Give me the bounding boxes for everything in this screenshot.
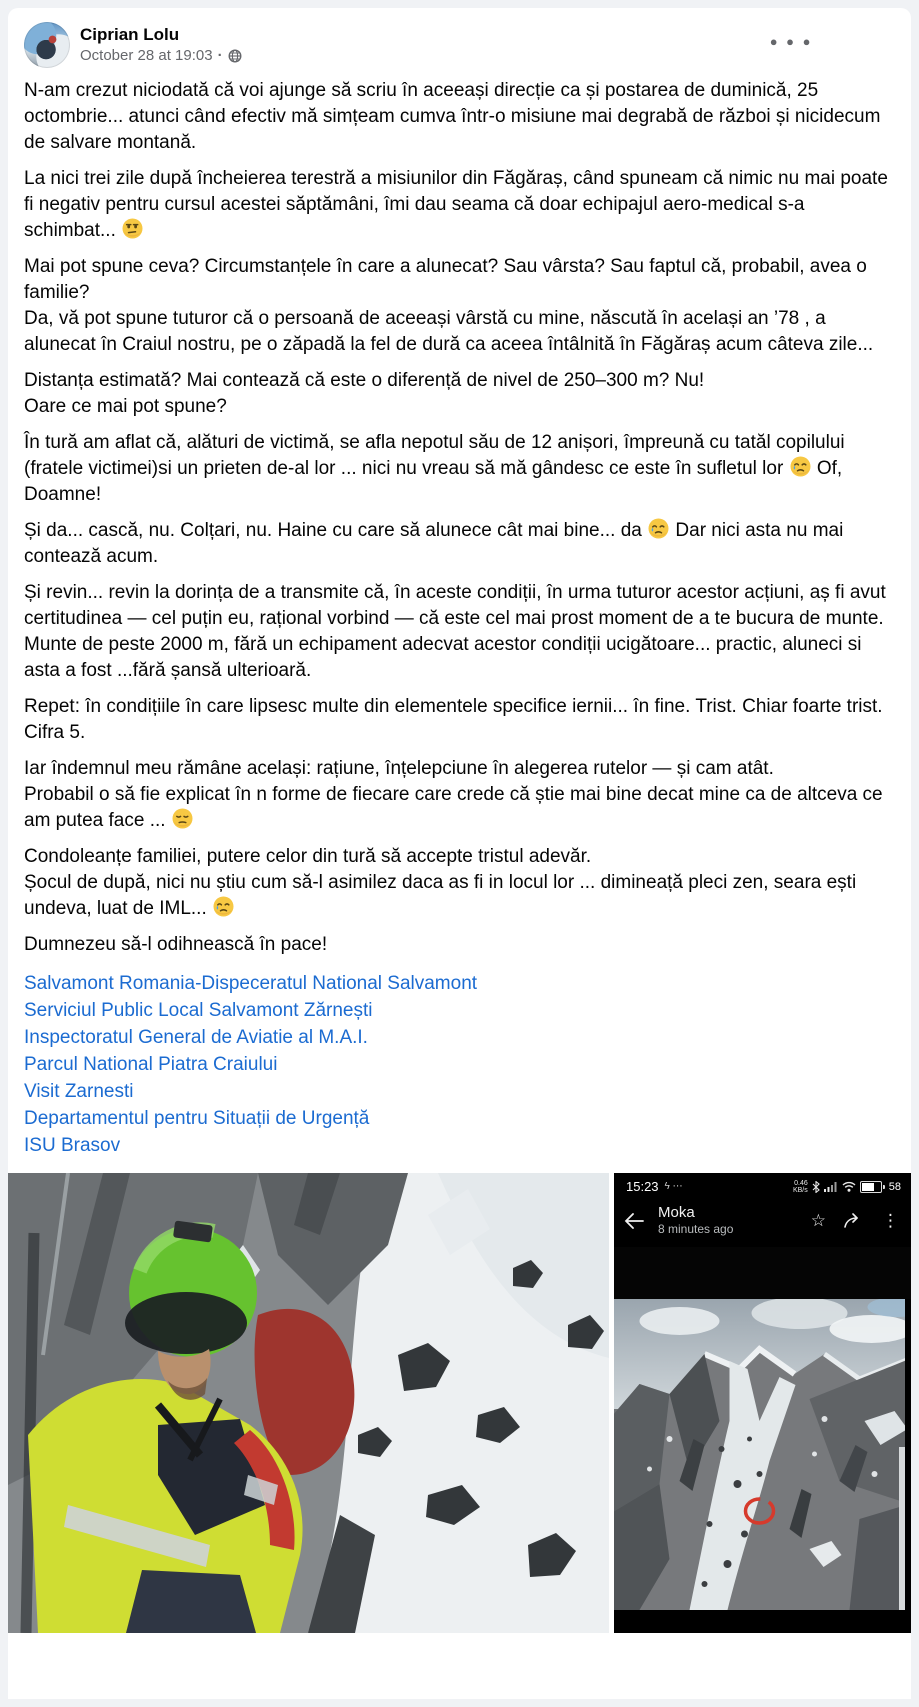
post-menu-button[interactable]: ● ● ● (769, 34, 813, 49)
wifi-icon (842, 1181, 856, 1192)
network-speed-indicator: 0.46 KB/s (792, 1179, 808, 1194)
sad-tear-emoji (648, 518, 669, 539)
phone-photo-title: Moka (658, 1204, 695, 1221)
star-icon[interactable]: ☆ (810, 1210, 826, 1230)
post-paragraph: În tură am aflat că, alături de victimă, se afla nepotul său de 12 anișori, împreună cu tatăl copilului (fratele victimei)si un prieten de-al lor ... nici nu vreau să mă gândesc ce este în sufletul lor Of, Doamne! (24, 432, 845, 505)
mention-link[interactable]: Parcul National Piatra Craiului (24, 1054, 278, 1075)
post-paragraph: Mai pot spune ceva? Circumstanțele în care a alunecat? Sau vârsta? Sau faptul că, probabil, avea o familie? Da, vă pot spune tuturor că o persoană de aceeași vârstă cu mine, născută în același an ’78 , a alunecat în Craiul nostru, pe o zăpadă la fel de dură ca aceea întâlnită în Făgăraș acum câteva zile... (24, 256, 874, 355)
bluetooth-icon (812, 1181, 820, 1193)
mention-link[interactable]: Departamentul pentru Situații de Urgență (24, 1108, 370, 1129)
post-paragraph: Condoleanțe familiei, putere celor din tură să accepte tristul adevăr. Șocul de după, nici nu știu cum să-l asimilez daca as fi in locul lor ... dimineață pleci zen, seara ești undeva, luat de IML... (24, 846, 857, 919)
mention-link[interactable]: Salvamont Romania-Dispeceratul National Salvamont (24, 973, 478, 994)
mention-link[interactable]: Inspectoratul General de Aviatie al M.A.I. (24, 1027, 368, 1048)
share-icon[interactable] (844, 1213, 864, 1228)
mention-link[interactable]: ISU Brasov (24, 1135, 121, 1156)
mention-link[interactable]: Serviciul Public Local Salvamont Zărnești (24, 1000, 373, 1021)
phone-letterbox (614, 1247, 911, 1299)
photo-edge-strip (899, 1447, 905, 1610)
mention-link[interactable]: Visit Zarnesti (24, 1081, 134, 1102)
post-paragraph: Iar îndemnul meu rămâne același: rațiune, înțelepciune în alegerea rutelor — și cam atât. Probabil o să fie explicat în n forme de fiecare care crede că știe mai bine decat mine ca de altceva ce am putea face ... (24, 758, 883, 831)
post-photo-grid (8, 1173, 911, 1633)
phone-photo-time: 8 minutes ago (658, 1222, 734, 1236)
post-paragraph: Și revin... revin la dorința de a transmite că, în aceste condiții, în urma tuturor acestor acțiuni, aș fi avut certitudinea — cel puțin eu, rațional vorbind — că este cel mai prost moment de a te bucura de munte. Munte de peste 2000 m, fără un echipament adecvat acestor condiții ucigătoare... practic, aluneci si asta a fost ...fără șansă ulterioară. (24, 582, 886, 681)
author-name[interactable]: Ciprian Lolu (80, 25, 180, 44)
post-paragraph: Repet: în condițiile în care lipsesc multe din elementele specifice iernii... în fine. Trist. Chiar foarte trist. Cifra 5. (24, 696, 883, 743)
post-paragraph: Distanța estimată? Mai contează că este o diferență de nivel de 250–300 m? Nu! Oare ce mai pot spune? (24, 370, 705, 417)
post-paragraph: N-am crezut niciodată că voi ajunge să scriu în aceeași direcție ca și postarea de duminică, 25 octombrie... atunci când efectiv mă simțeam cumva într-o misiune mai degrabă de război și nicidecum de salvare montană. (24, 80, 881, 153)
signal-icon (824, 1181, 838, 1192)
phone-mountain-photo (614, 1299, 905, 1610)
facebook-post-card (8, 8, 911, 1699)
avatar[interactable] (24, 22, 70, 68)
pensive-emoji (172, 808, 193, 829)
post-paragraph: La nici trei zile după încheierea terestră a misiunilor din Făgăraș, când spuneam că nimic nu mai poate fi negativ pentru cursul acestei săptămâni, îmi dau seama că doar echipajul aero-medical s-a schimbat... (24, 168, 888, 241)
post-paragraph: Dumnezeu să-l odihnească în pace! (24, 934, 328, 955)
unamused-emoji (122, 218, 143, 239)
battery-percent: 58 (888, 1180, 901, 1193)
post-timestamp[interactable]: October 28 at 19:03 (80, 47, 213, 64)
phone-status-misc-icons: ϟ ⋯ (664, 1181, 683, 1192)
battery-icon (860, 1181, 885, 1193)
phone-app-bar (614, 1196, 911, 1247)
post-header (8, 8, 911, 76)
back-arrow-icon[interactable] (624, 1213, 644, 1229)
post-links (8, 968, 911, 1159)
overflow-menu-icon[interactable]: ⋮ (882, 1210, 899, 1230)
photo-rescuer-mountain[interactable] (8, 1173, 609, 1633)
meta-separator: · (217, 47, 223, 64)
post-paragraph: Și da... cască, nu. Colțari, nu. Haine cu care să alunece cât mai bine... da Dar nici asta nu mai contează acum. (24, 520, 844, 567)
sad-tear-emoji (213, 896, 234, 917)
post-text (8, 76, 911, 958)
photo-phone-screenshot[interactable] (614, 1173, 911, 1633)
phone-status-bar (614, 1173, 911, 1196)
globe-icon (228, 49, 242, 63)
sad-tear-emoji (790, 456, 811, 477)
phone-clock: 15:23 (626, 1179, 659, 1194)
